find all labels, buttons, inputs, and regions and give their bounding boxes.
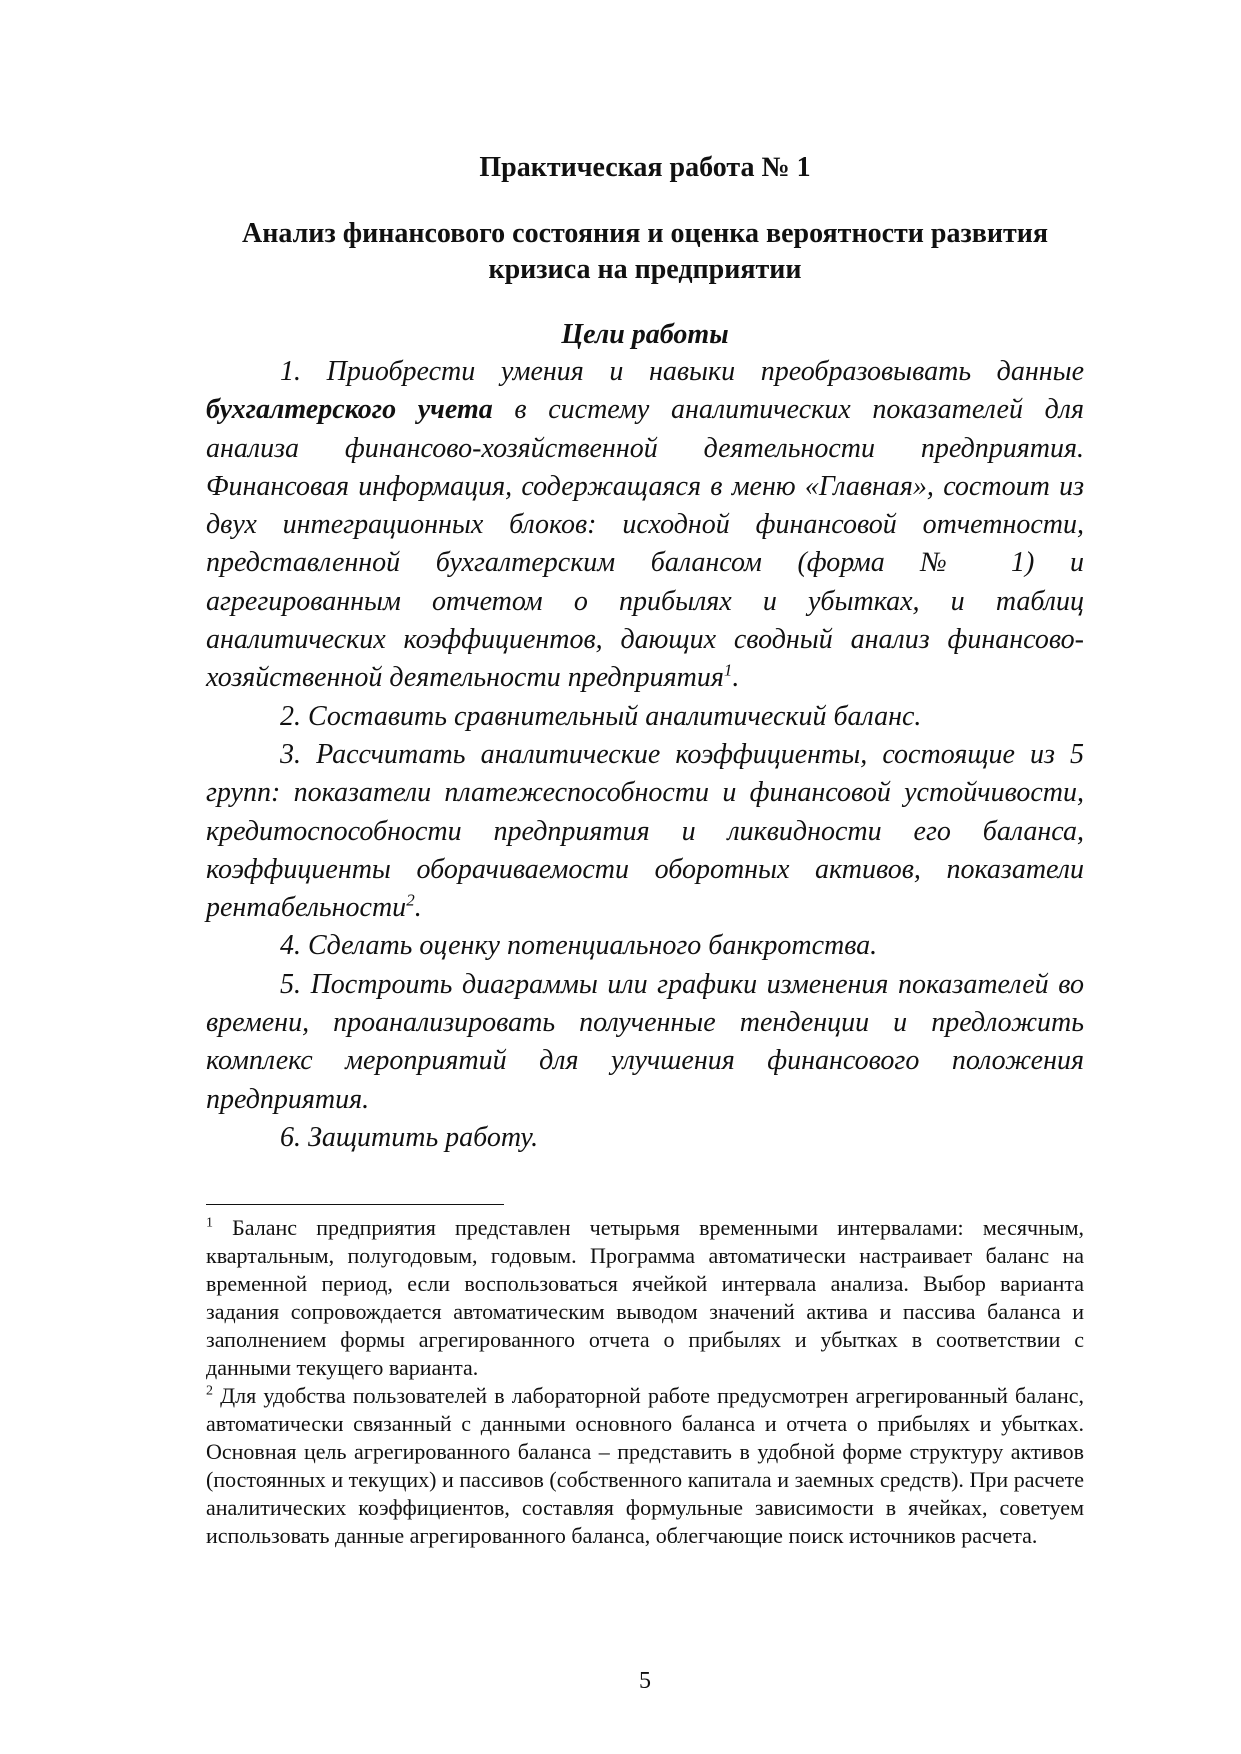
page-title: Практическая работа № 1 — [479, 152, 811, 183]
goal-item — [206, 1119, 1084, 1157]
subtitle-line: Анализ финансового состояния и оценка вероятности развития — [242, 218, 1048, 249]
subtitle-line: кризиса на предприятии — [488, 254, 802, 285]
footnote-ref[interactable]: 2 — [406, 890, 415, 910]
footnote-number: 2 — [206, 1383, 213, 1399]
goal-text: 5. Построить диаграммы или графики изменения показателей во времени, проанализировать полученные тенденции и предложить комплекс мероприятий для улучшения финансового положения предприятия. — [206, 968, 1084, 1115]
goal-text: 6. Защитить работу. — [280, 1121, 539, 1153]
goals-heading: Цели работы — [561, 319, 729, 350]
goal-end: . — [414, 892, 422, 924]
goal-text: в систему аналитических показателей для анализа финансово-хозяйственной деятельности предприятия. Финансовая информация, содержащаяся в меню «Главная», состоит из двух интеграционных блоков: исходной финансовой отчетности, представленной бухгалтерским балансом (форма № 1) и агрегированным отчетом о прибылях и убытках, и таблиц аналитических коэффициентов, дающих сводный анализ финансово-хозяйственной деятельности предприятия — [206, 394, 1084, 694]
goal-item — [206, 698, 1084, 736]
goal-text: 2. Составить сравнительный аналитический баланс. — [280, 700, 922, 732]
goal-item — [206, 736, 1084, 927]
page-number: 5 — [639, 1668, 651, 1694]
footnote-text: Баланс предприятия представлен четырьмя временными интервалами: месячным, квартальным, полугодовым, годовым. Программа автоматически настраивает баланс на временной период, если воспользоваться ячейкой интервала анализа. Выбор варианта задания сопровождается автоматическим выводом значений актива и пассива баланса и заполнением формы агрегированного отчета о прибылях и убытках в соответствии с данными текущего варианта. — [206, 1215, 1084, 1380]
footnote-ref[interactable]: 1 — [723, 661, 733, 681]
footnotes — [206, 1214, 1084, 1550]
goal-text: 4. Сделать оценку потенциального банкротства. — [280, 930, 878, 962]
work-subtitle — [206, 216, 1084, 288]
footnote-item — [206, 1214, 1084, 1382]
goal-item — [206, 353, 1084, 698]
goals-list — [206, 353, 1084, 1157]
goal-item — [206, 927, 1084, 965]
goal-emphasis: бухгалтерского учета — [206, 394, 493, 426]
footnote-text: Для удобства пользователей в лабораторной работе предусмотрен агрегированный баланс, автоматически связанный с данными основного баланса и отчета о прибылях и убытках. Основная цель агрегированного баланса – представить в удобной форме структуру активов (постоянных и текущих) и пассивов (собственного капитала и заемных средств). При расчете аналитических коэффициентов, составляя формульные зависимости в ячейках, советуем использовать данные агрегированного баланса, облегчающие поиск источников расчета. — [206, 1383, 1084, 1548]
goal-end: . — [732, 662, 740, 694]
footnote-item — [206, 1382, 1084, 1550]
footnote-number: 1 — [206, 1215, 213, 1231]
goal-item — [206, 966, 1084, 1119]
goal-text: 1. Приобрести умения и навыки преобразовывать данные — [280, 356, 1084, 387]
footnote-divider — [206, 1204, 504, 1205]
goal-text: 3. Рассчитать аналитические коэффициенты, состоящие из 5 групп: показатели платежеспособности и финансовой устойчивости, кредитоспособности предприятия и ликвидности его баланса, коэффициенты оборачиваемости оборотных активов, показатели рентабельности — [206, 738, 1084, 924]
